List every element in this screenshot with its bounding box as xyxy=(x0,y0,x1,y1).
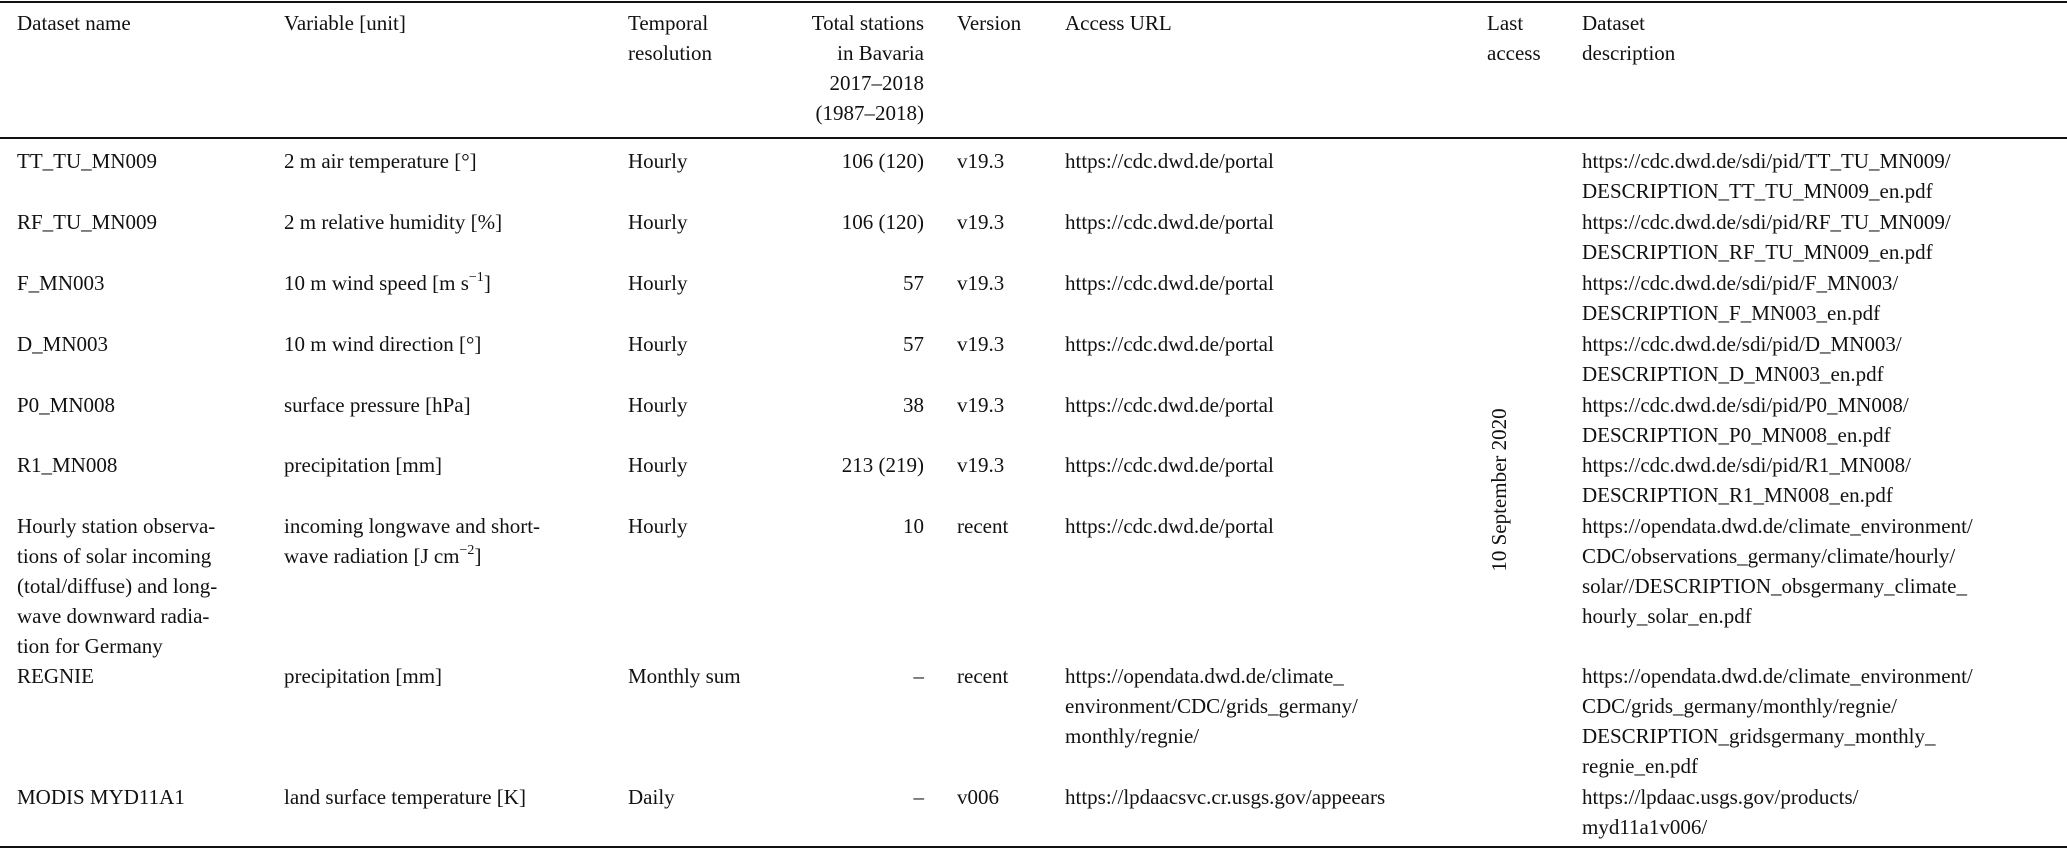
row-access-url: https://opendata.dwd.de/climate_ environment/CDC/grids_germany/ monthly/regnie/ xyxy=(1065,664,1358,748)
row-access-url: https://cdc.dwd.de/portal xyxy=(1065,210,1274,234)
row-variable-exponent: −2 xyxy=(459,543,475,558)
table-top-rule xyxy=(0,1,2067,3)
row-stations: 106 (120) xyxy=(841,210,924,234)
last-access-value: 10 September 2020 xyxy=(1487,408,1511,572)
row-access-url: https://cdc.dwd.de/portal xyxy=(1065,393,1274,417)
header-dataset-name: Dataset name xyxy=(17,11,131,35)
row-description: https://cdc.dwd.de/sdi/pid/RF_TU_MN009/ DESCRIPTION_RF_TU_MN009_en.pdf xyxy=(1582,210,1951,264)
row-temporal: Hourly xyxy=(628,149,688,173)
row-dataset-name: D_MN003 xyxy=(17,332,109,356)
row-temporal: Hourly xyxy=(628,332,688,356)
row-temporal: Hourly xyxy=(628,514,688,538)
row-stations: 57 xyxy=(903,271,924,295)
row-version: v19.3 xyxy=(957,332,1005,356)
row-temporal: Hourly xyxy=(628,393,688,417)
row-temporal: Hourly xyxy=(628,453,688,477)
row-description: https://cdc.dwd.de/sdi/pid/R1_MN008/ DESCRIPTION_R1_MN008_en.pdf xyxy=(1582,453,1911,507)
row-variable-line: incoming longwave and short- xyxy=(284,514,541,538)
header-variable: Variable [unit] xyxy=(284,11,406,35)
header-access-url: Access URL xyxy=(1065,11,1172,35)
row-version: v19.3 xyxy=(957,149,1005,173)
row-access-url: https://cdc.dwd.de/portal xyxy=(1065,271,1274,295)
row-temporal: Daily xyxy=(628,785,675,809)
row-variable xyxy=(284,511,540,571)
row-temporal: Hourly xyxy=(628,271,688,295)
row-variable-suffix: ] xyxy=(474,544,482,568)
row-variable: precipitation [mm] xyxy=(284,453,443,477)
row-variable: 2 m relative humidity [%] xyxy=(284,210,503,234)
table-bottom-rule xyxy=(0,846,2067,848)
row-stations: 10 xyxy=(903,514,924,538)
table-header-rule xyxy=(0,137,2067,139)
row-version: recent xyxy=(957,664,1009,688)
row-variable xyxy=(284,268,491,298)
row-stations: – xyxy=(913,664,924,688)
row-version: v006 xyxy=(957,785,999,809)
row-variable: 2 m air temperature [°] xyxy=(284,149,477,173)
row-stations: 106 (120) xyxy=(841,149,924,173)
row-stations: 57 xyxy=(903,332,924,356)
row-dataset-name: P0_MN008 xyxy=(17,393,116,417)
row-description: https://cdc.dwd.de/sdi/pid/TT_TU_MN009/ DESCRIPTION_TT_TU_MN009_en.pdf xyxy=(1582,149,1951,203)
row-access-url: https://lpdaacsvc.cr.usgs.gov/appeears xyxy=(1065,785,1386,809)
header-last-access: Last access xyxy=(1487,11,1541,65)
header-stations: Total stations in Bavaria 2017–2018 (1987–2018) xyxy=(811,11,924,125)
row-variable-suffix: ] xyxy=(483,271,491,295)
row-stations: 38 xyxy=(903,393,924,417)
row-variable-exponent: −1 xyxy=(468,270,484,285)
row-version: v19.3 xyxy=(957,393,1005,417)
row-description: https://cdc.dwd.de/sdi/pid/D_MN003/ DESCRIPTION_D_MN003_en.pdf xyxy=(1582,332,1902,386)
row-dataset-name: RF_TU_MN009 xyxy=(17,210,158,234)
row-dataset-name: TT_TU_MN009 xyxy=(17,149,157,173)
row-variable-text: 10 m wind speed [m s xyxy=(284,271,469,295)
row-variable-text: wave radiation [J cm xyxy=(284,544,460,568)
row-description: https://cdc.dwd.de/sdi/pid/P0_MN008/ DESCRIPTION_P0_MN008_en.pdf xyxy=(1582,393,1909,447)
header-version: Version xyxy=(957,11,1022,35)
row-variable: surface pressure [hPa] xyxy=(284,393,471,417)
row-temporal: Monthly sum xyxy=(628,664,741,688)
row-version: v19.3 xyxy=(957,210,1005,234)
row-dataset-name: Hourly station observa- tions of solar incoming (total/diffuse) and long- wave downward radia- tion for Germany xyxy=(17,514,218,658)
header-temporal: Temporal resolution xyxy=(628,11,712,65)
row-stations: 213 (219) xyxy=(841,453,924,477)
header-description: Dataset description xyxy=(1582,11,1676,65)
row-version: recent xyxy=(957,514,1009,538)
row-access-url: https://cdc.dwd.de/portal xyxy=(1065,149,1274,173)
row-variable: 10 m wind direction [°] xyxy=(284,332,482,356)
row-stations: – xyxy=(913,785,924,809)
row-description: https://cdc.dwd.de/sdi/pid/F_MN003/ DESCRIPTION_F_MN003_en.pdf xyxy=(1582,271,1899,325)
row-access-url: https://cdc.dwd.de/portal xyxy=(1065,332,1274,356)
row-version: v19.3 xyxy=(957,271,1005,295)
row-variable: land surface temperature [K] xyxy=(284,785,526,809)
row-variable: precipitation [mm] xyxy=(284,664,443,688)
row-access-url: https://cdc.dwd.de/portal xyxy=(1065,453,1274,477)
row-description: https://opendata.dwd.de/climate_environment/ CDC/grids_germany/monthly/regnie/ DESCRIPTION_gridsgermany_monthly_ regnie_en.pdf xyxy=(1582,664,1973,778)
row-version: v19.3 xyxy=(957,453,1005,477)
row-access-url: https://cdc.dwd.de/portal xyxy=(1065,514,1274,538)
row-dataset-name: F_MN003 xyxy=(17,271,105,295)
row-dataset-name: MODIS MYD11A1 xyxy=(17,785,185,809)
row-temporal: Hourly xyxy=(628,210,688,234)
row-description: https://lpdaac.usgs.gov/products/ myd11a1v006/ xyxy=(1582,785,1859,839)
row-description: https://opendata.dwd.de/climate_environment/ CDC/observations_germany/climate/hourly/ solar//DESCRIPTION_obsgermany_climate_ hourly_solar_en.pdf xyxy=(1582,514,1973,628)
row-dataset-name: REGNIE xyxy=(17,664,94,688)
row-dataset-name: R1_MN008 xyxy=(17,453,118,477)
